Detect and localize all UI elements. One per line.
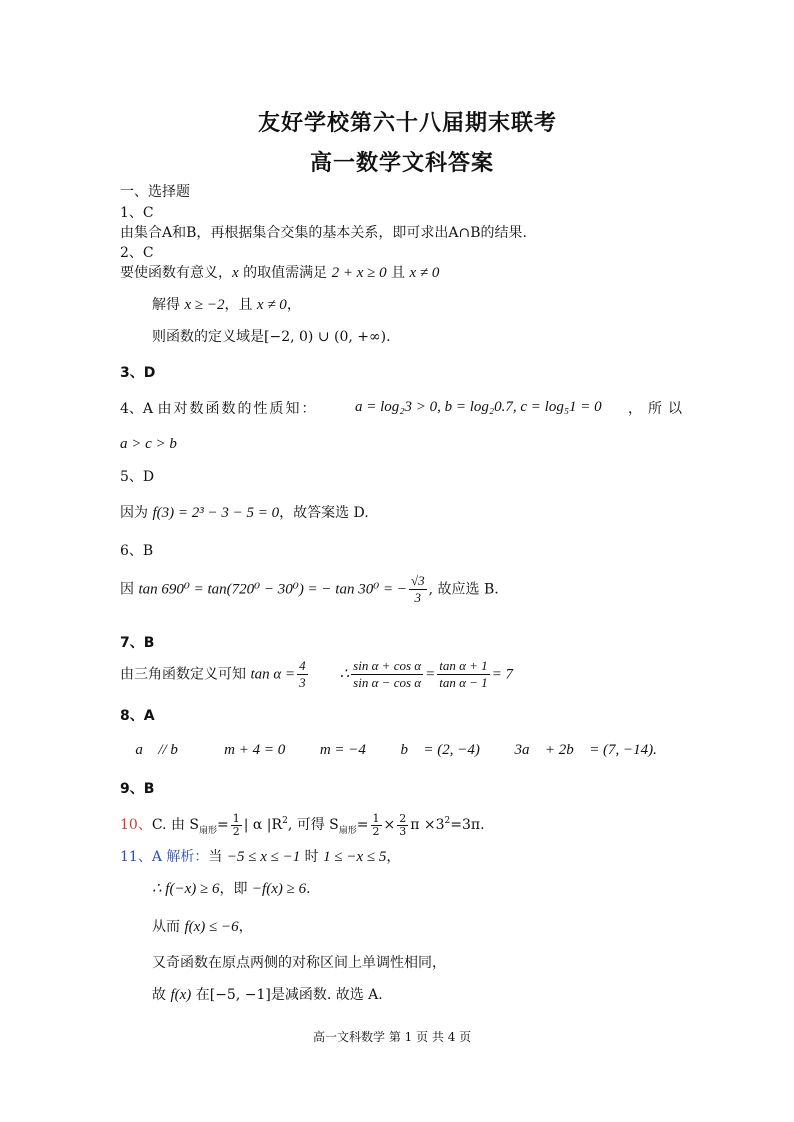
q10-half1-num: 1 [232,811,240,825]
section-heading: 一、选择题 [120,184,190,200]
q11-line3 [152,918,253,936]
q11-line2 [152,880,311,898]
q11-line1 [120,848,400,866]
q2-line2-end: ， [286,297,301,313]
q10-part8: =3π. [450,817,485,833]
q10-part1: C. 由 S [151,817,199,833]
q8-number: 8、A [120,708,155,724]
q2-line1-mid: 的取值需满足 [238,265,332,281]
q2-line1-cond2: x ≠ 0 [409,265,440,281]
q10-part7: π ×3 [410,817,445,833]
q7-tan-num: 4 [299,658,306,673]
q11-line1-end: ， [386,849,401,865]
q7-f1-den: sin α − cos α [353,675,422,690]
q10-half2-num: 1 [372,811,380,825]
q6-frac-den: 3 [414,590,422,605]
q11-line1-prefix: 当 [208,849,227,865]
q6-line [120,573,499,606]
q7-tan-fraction [297,658,308,691]
q2-line1 [120,264,439,282]
q6-formula: tan 690⁰ = tan(720⁰ − 30⁰) = − tan 30⁰ = − [138,581,407,598]
q7-prefix: 由三角函数定义可知 [120,666,251,683]
q10-part2: = [217,817,229,833]
q10-half2-den: 2 [372,824,380,838]
q1-text: 由集合A和B，再根据集合交集的基本关系，即可求出A∩B的结果. [120,225,527,241]
q10-line [120,812,485,840]
q10-part5: = [356,817,369,833]
q6-tail: , 故应选 B. [428,581,499,598]
q7-number: 7、B [120,635,155,651]
q10-part3: | α |R [243,817,283,833]
q10-part4: , 可得 S [287,817,339,833]
q11-line5 [152,986,383,1004]
q10-twothirds [397,813,408,838]
q11-line4: 又奇函数在原点两侧的对称区间上单调性相同， [152,955,446,971]
q10-part6: × [383,817,396,833]
q1-number: 1、C [120,205,154,221]
q11-line2-end: . [306,881,311,897]
q10-half2 [371,813,382,838]
q10-sup1: 2 [282,816,288,826]
q10-twothirds-den: 3 [399,824,407,838]
q6-prefix: 因 [120,581,139,598]
q11-line2-b: −f(x) ≥ 6 [251,881,307,897]
q3-number: 3、D [120,365,156,381]
subject-title: 高一数学文科答案 [310,151,495,176]
q2-line1-prefix: 要使函数有意义， [120,265,232,281]
q11-line5-f: f(x) [170,987,192,1003]
q11-line1-mid: 时 [300,849,324,865]
q10-sub2: 扇形 [338,826,357,836]
q7-result: = 7 [491,666,514,683]
school-title: 友好学校第六十八届期末联考 [258,111,558,136]
q2-line2-prefix: 解得 [152,297,185,313]
q4-result: a > c > b [120,436,177,452]
q11-label: A 解析： [151,849,209,865]
q6-fraction [409,573,427,606]
q11-line1-res: 1 ≤ −x ≤ 5 [323,849,387,865]
q2-line2-cond1: x ≥ −2 [184,297,225,313]
q7-line [120,658,513,691]
q4-text: 由对数函数的性质知： [157,401,318,417]
q2-line1-var: x [232,265,239,281]
q10-sub1: 扇形 [198,826,217,836]
q2-line1-and: 且 [386,265,410,281]
q2-line2-mid: ，且 [224,297,257,313]
q11-line3-prefix: 从而 [152,919,185,935]
q7-tan-den: 3 [299,675,306,690]
q10-twothirds-num: 2 [399,811,407,825]
q7-therefore: ∴ [339,666,350,683]
q10-half1-den: 2 [232,824,240,838]
q7-fraction1 [351,658,423,691]
q9-number: 9、B [120,781,155,797]
q8-formula: ∵ a⃗ // b⃗ ， ∴ m + 4 = 0 ， ∴ m = −4 ， ∴ b⃗ = (2, −4) ， ∴ 3a⃗ + 2b⃗ = (7, −14). [120,742,657,758]
q10-sup2: 2 [444,816,451,826]
q4-tail: ，所以 [628,401,688,417]
q6-number: 6、B [120,543,154,559]
q2-line1-cond1: 2 + x ≥ 0 [331,265,387,281]
q11-line2-mid: ，即 [219,881,252,897]
q5-line [120,504,369,522]
q7-eq: = [425,666,436,683]
q7-fraction2 [437,658,489,691]
q11-line3-end: ， [238,919,253,935]
q5-prefix: 因为 [120,505,153,521]
q7-tan-expr: tan α = [250,666,296,683]
q5-tail: ，故答案选 D. [279,505,369,521]
q2-number: 2、C [120,245,154,261]
q11-number: 11、 [120,849,152,865]
q5-number: 5、D [120,469,155,485]
q4-formula: a = log₂3 > 0, b = log₂0.7, c = log₅1 = 0 [355,399,602,415]
q11-line3-f: f(x) ≤ −6 [184,919,239,935]
q7-f2-num: tan α + 1 [439,658,488,673]
q4-number: 4、A [120,401,154,417]
q4-line [120,400,317,418]
q2-line2 [152,296,301,314]
q11-line5-prefix: 故 [152,987,171,1003]
q2-line2-cond2: x ≠ 0 [256,297,287,313]
q10-number: 10、 [120,817,152,833]
q11-line1-cond: −5 ≤ x ≤ −1 [226,849,301,865]
q11-line2-a: ∴ f(−x) ≥ 6 [152,881,220,897]
q2-line3: 则函数的定义域是[−2, 0) ∪ (0, +∞). [152,329,391,345]
q10-half1 [231,813,242,838]
q6-frac-num: √3 [410,573,425,588]
page-footer: 高一文科数学 第 1 页 共 4 页 [313,1030,472,1044]
q7-f2-den: tan α − 1 [439,675,488,690]
q7-f1-num: sin α + cos α [353,658,422,673]
q11-line5-tail: 在[−5, −1]是减函数. 故选 A. [191,987,383,1003]
q5-formula: f(3) = 2³ − 3 − 5 = 0 [152,505,280,521]
